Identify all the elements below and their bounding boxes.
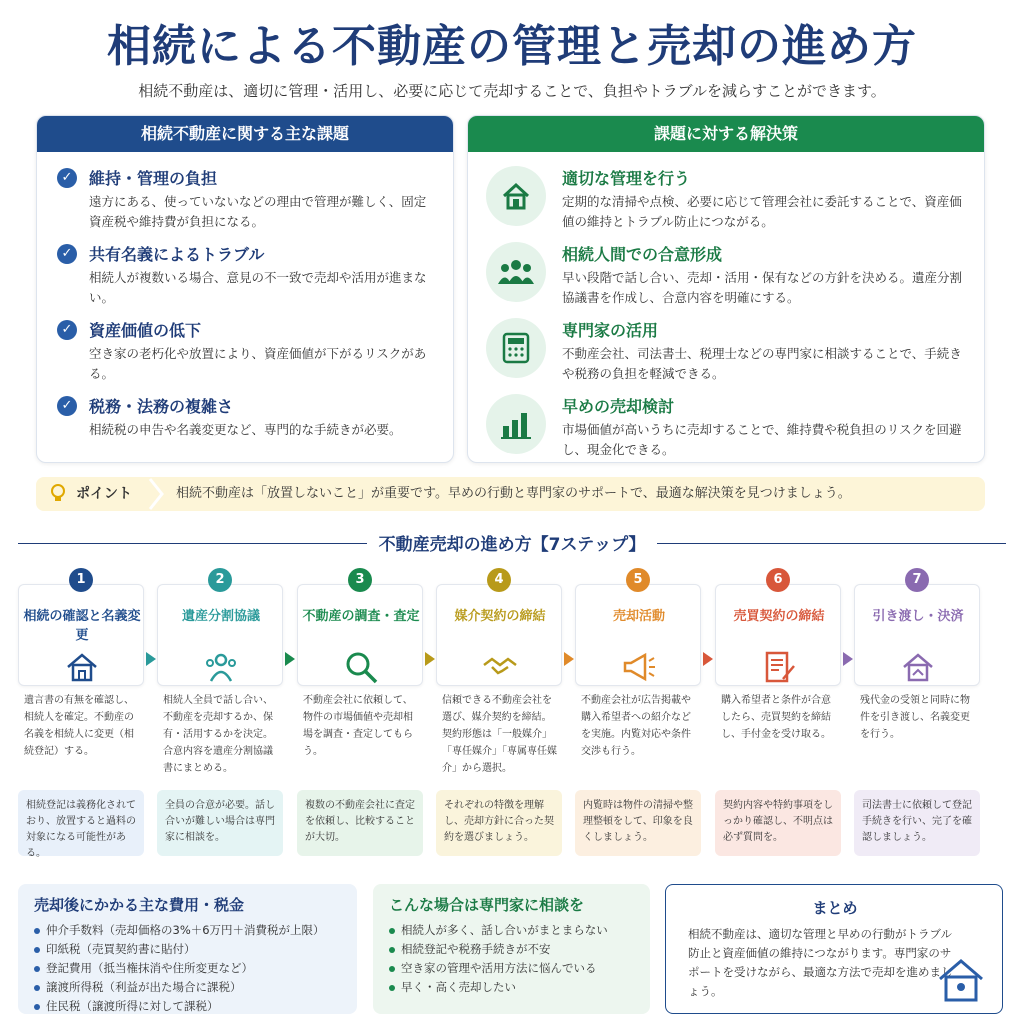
- step-number: 1: [69, 568, 93, 592]
- step-desc: 不動産会社に依頼して、物件の市場価値や売却相場を調査・査定してもらう。: [303, 695, 413, 757]
- issue-title: 税務・法務の複雑さ: [89, 397, 234, 416]
- issues-panel-heading: 相続不動産に関する主な課題: [37, 116, 453, 152]
- list-item: 印紙税（売買契約書に貼付）: [34, 940, 341, 959]
- lightbulb-icon: [50, 484, 66, 508]
- step-note: 契約内容や特約事項をしっかり確認し、不明点は必ず質問を。: [715, 790, 841, 856]
- list-item: 相続人が多く、話し合いがまとまらない: [389, 921, 634, 940]
- megaphone-icon: [621, 649, 657, 685]
- issue-title: 資産価値の低下: [89, 321, 202, 340]
- issue-title: 維持・管理の負担: [89, 169, 218, 188]
- step-arrow-icon: [703, 652, 713, 666]
- step-desc: 不動産会社が広告掲載や購入希望者への紹介などを実施。内覧対応や条件交渉も行う。: [581, 695, 691, 757]
- step-arrow-icon: [285, 652, 295, 666]
- handshake-icon: [482, 649, 518, 685]
- issue-desc: 空き家の老朽化や放置により、資産価値が下がるリスクがある。: [89, 346, 427, 381]
- step-title: 媒介契約の締結: [454, 609, 546, 624]
- list-item: 譲渡所得税（利益が出た場合に課税）: [34, 978, 341, 997]
- costs-heading: 売却後にかかる主な費用・税金: [34, 896, 245, 914]
- costs-list: [34, 921, 341, 1016]
- issue-desc: 相続人が複数いる場合、意見の不一致で売却や活用が進まない。: [89, 270, 427, 305]
- solution-desc: 不動産会社、司法書士、税理士などの専門家に相談することで、手続きや税務の負担を軽減できる。: [562, 346, 962, 381]
- point-label: ポイント: [76, 486, 132, 502]
- steps-heading-text: 不動産売却の進め方【7ステップ】: [367, 535, 658, 555]
- summary-box: [665, 884, 1003, 1014]
- page-title: 相続による不動産の管理と売却の進め方: [107, 21, 917, 72]
- step-number: 3: [348, 568, 372, 592]
- list-item: 仲介手数料（売却価格の3%＋6万円＋消費税が上限）: [34, 921, 341, 940]
- expert-box: [373, 884, 650, 1014]
- step-card: [297, 584, 423, 686]
- check-icon: ✓: [57, 168, 77, 188]
- step-title: 遺産分割協議: [181, 609, 260, 624]
- expert-list: [389, 921, 634, 997]
- step-note: 全員の合意が必要。話し合いが難しい場合は専門家に相談を。: [157, 790, 283, 856]
- steps-heading: [0, 530, 1024, 555]
- list-item: 空き家の管理や活用方法に悩んでいる: [389, 959, 634, 978]
- step-card: [436, 584, 562, 686]
- step-arrow-icon: [425, 652, 435, 666]
- step-note: 複数の不動産会社に査定を依頼し、比較することが大切。: [297, 790, 423, 856]
- contract-icon: [761, 649, 797, 685]
- step-number: 6: [766, 568, 790, 592]
- step-desc: 購入希望者と条件が合意したら、売買契約を締結し、手付金を受け取る。: [721, 695, 831, 740]
- check-icon: ✓: [57, 244, 77, 264]
- step-number: 5: [626, 568, 650, 592]
- costs-box: [18, 884, 357, 1014]
- step-number: 4: [487, 568, 511, 592]
- magnifier-icon: [343, 649, 379, 685]
- list-item: 登記費用（抵当権抹消や住所変更など）: [34, 959, 341, 978]
- step-note: それぞれの特徴を理解し、売却方針に合った契約を選びましょう。: [436, 790, 562, 856]
- chevron-right-icon: [148, 477, 166, 511]
- house-handover-icon: [900, 649, 936, 685]
- solutions-panel-heading: 課題に対する解決策: [468, 116, 984, 152]
- people-icon: [203, 649, 239, 685]
- solution-desc: 早い段階で話し合い、売却・活用・保有などの方針を決める。遺産分割協議書を作成し、合意内容を明確にする。: [562, 270, 963, 305]
- check-icon: ✓: [57, 396, 77, 416]
- list-item: 相続登記や税務手続きが不安: [389, 940, 634, 959]
- page-subtitle: 相続不動産は、適切に管理・活用し、必要に応じて売却することで、負担やトラブルを減らすことができます。: [138, 82, 886, 100]
- issue-desc: 相続税の申告や名義変更など、専門的な手続きが必要。: [89, 422, 402, 437]
- step-card: [715, 584, 841, 686]
- house-icon: [936, 957, 986, 1003]
- solution-title: 適切な管理を行う: [562, 169, 691, 188]
- step-arrow-icon: [843, 652, 853, 666]
- solution-title: 専門家の活用: [562, 321, 659, 340]
- people-icon: [486, 242, 546, 302]
- step-number: 7: [905, 568, 929, 592]
- house-icon: [486, 166, 546, 226]
- step-title: 引き渡し・決済: [872, 609, 964, 624]
- step-title: 不動産の調査・査定: [302, 609, 420, 624]
- step-card: [18, 584, 144, 686]
- summary-heading: まとめ: [812, 899, 858, 917]
- step-desc: 残代金の受領と同時に物件を引き渡し、名義変更を行う。: [860, 695, 970, 740]
- solution-desc: 市場価値が高いうちに売却することで、維持費や税負担のリスクを回避し、現金化できる。: [562, 422, 962, 457]
- step-arrow-icon: [146, 652, 156, 666]
- step-title: 売買契約の締結: [733, 609, 825, 624]
- step-note: 内覧時は物件の清掃や整理整頓をして、印象を良くしましょう。: [575, 790, 701, 856]
- expert-heading: こんな場合は専門家に相談を: [389, 896, 585, 914]
- solutions-panel: [467, 115, 985, 463]
- step-desc: 相続人全員で話し合い、不動産を売却するか、保有・活用するかを決定。合意内容を遺産分割協議書にまとめる。: [163, 695, 273, 774]
- step-desc: 遺言書の有無を確認し、相続人を確定。不動産の名義を相続人に変更（相続登記）する。: [24, 695, 134, 757]
- issue-title: 共有名義によるトラブル: [89, 245, 265, 264]
- step-arrow-icon: [564, 652, 574, 666]
- point-text: 相続不動産は「放置しないこと」が重要です。早めの行動と専門家のサポートで、最適な解決策を見つけましょう。: [176, 486, 851, 501]
- solution-title: 早めの売却検討: [562, 397, 675, 416]
- solution-desc: 定期的な清掃や点検、必要に応じて管理会社に委託することで、資産価値の維持とトラブル防止につながる。: [562, 194, 962, 229]
- bar-chart-icon: [486, 394, 546, 454]
- check-icon: ✓: [57, 320, 77, 340]
- step-card: [575, 584, 701, 686]
- step-title: 相続の確認と名義変更: [23, 609, 141, 643]
- step-note: 司法書士に依頼して登記手続きを行い、完了を確認しましょう。: [854, 790, 980, 856]
- step-desc: 信頼できる不動産会社を選び、媒介契約を締結。契約形態は「一般媒介」「専任媒介」「専属専任媒介」から選択。: [442, 695, 557, 774]
- step-card: [854, 584, 980, 686]
- point-banner: [36, 477, 985, 511]
- step-card: [157, 584, 283, 686]
- solution-title: 相続人間での合意形成: [562, 245, 723, 264]
- list-item: 住民税（譲渡所得に対して課税）: [34, 997, 341, 1016]
- issues-panel: [36, 115, 454, 463]
- step-number: 2: [208, 568, 232, 592]
- house-icon: [64, 649, 100, 685]
- issue-desc: 遠方にある、使っていないなどの理由で管理が難しく、固定資産税や維持費が負担になる。: [89, 194, 427, 229]
- step-note: 相続登記は義務化されており、放置すると過料の対象になる可能性がある。: [18, 790, 144, 856]
- calculator-icon: [486, 318, 546, 378]
- step-title: 売却活動: [612, 609, 665, 624]
- list-item: 早く・高く売却したい: [389, 978, 634, 997]
- summary-text: 相続不動産は、適切な管理と早めの行動がトラブル防止と資産価値の維持につながります。専門家のサポートを受けながら、最適な方法で売却を進めましょう。: [688, 927, 953, 998]
